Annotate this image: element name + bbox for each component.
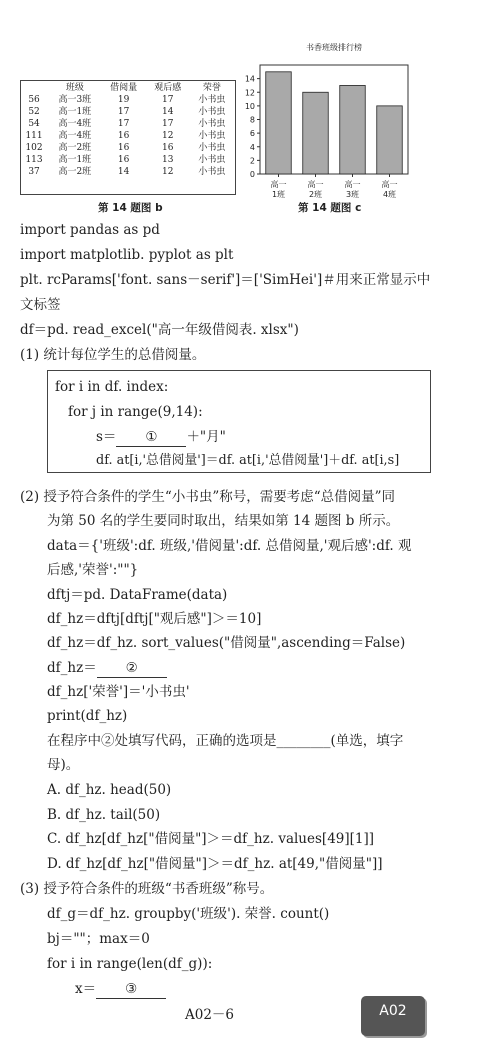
table-cell: 高一2班 bbox=[58, 143, 92, 153]
ask-line-1: 在程序中②处填写代码，正确的选项是________(单选，填字 bbox=[47, 733, 404, 749]
x-tick-label: 3班 bbox=[345, 190, 360, 199]
x-tick-label: 4班 bbox=[382, 190, 397, 199]
code-sort: df_hz＝df_hz. sort_values("借阅量",ascending＝False) bbox=[47, 635, 406, 651]
table-cell: 16 bbox=[117, 155, 130, 165]
table-cell: 小书虫 bbox=[198, 143, 226, 153]
bar-chart bbox=[236, 40, 416, 210]
x-tick-label: 高一 bbox=[307, 180, 324, 189]
table-cell: 12 bbox=[162, 167, 174, 177]
table-cell: 17 bbox=[117, 119, 130, 129]
figure-b-caption: 第 14 题图 b bbox=[98, 202, 163, 214]
table-cell: 113 bbox=[25, 155, 43, 165]
table-row bbox=[20, 94, 234, 106]
table-cell: 小书虫 bbox=[198, 131, 226, 141]
blank-1: ① bbox=[116, 428, 186, 447]
code-hz-pre: df_hz＝ bbox=[47, 660, 97, 676]
table-cell: 52 bbox=[28, 107, 40, 117]
table-cell: 16 bbox=[162, 143, 174, 153]
table-cell: 19 bbox=[117, 95, 130, 105]
option-c: C. df_hz[df_hz["借阅量"]＞＝df_hz. values[49][1]] bbox=[47, 831, 375, 847]
table-cell: 小书虫 bbox=[198, 155, 226, 165]
code-hz-line bbox=[47, 659, 167, 678]
table-cell: 102 bbox=[25, 143, 43, 153]
table-cell: 16 bbox=[117, 143, 130, 153]
blank-3: ③ bbox=[96, 980, 166, 999]
option-d: D. df_hz[df_hz["借阅量"]＞＝df_hz. at[49,"借阅量"]] bbox=[47, 856, 383, 872]
code-print: print(df_hz) bbox=[47, 708, 128, 724]
code-honor: df_hz['荣誉']＝'小书虫' bbox=[47, 684, 190, 700]
table-cell: 小书虫 bbox=[198, 167, 226, 177]
table-row bbox=[20, 142, 234, 154]
code-read-excel: df＝pd. read_excel("高一年级借阅表. xlsx") bbox=[20, 322, 299, 338]
table-cell: 111 bbox=[25, 131, 43, 141]
page-tag: A02 bbox=[361, 996, 425, 1036]
table-cell: 小书虫 bbox=[198, 107, 226, 117]
table-cell: 17 bbox=[162, 119, 174, 129]
code-rcparams: plt. rcParams['font. sans－serif']＝['SimHei']＃用来正常显示中 bbox=[20, 272, 431, 288]
table-row bbox=[20, 106, 234, 118]
bar bbox=[377, 106, 403, 174]
code-x-line bbox=[75, 980, 166, 999]
y-tick-label: 6 bbox=[249, 129, 255, 139]
x-tick-label: 高一 bbox=[270, 180, 287, 189]
code-s-line bbox=[96, 428, 226, 447]
code-for-j: for j in range(9,14): bbox=[68, 404, 203, 420]
table-cell: 小书虫 bbox=[198, 119, 226, 129]
question-2-line-1: (2) 授予符合条件的学生“小书虫”称号，需要考虑“总借阅量”同 bbox=[20, 489, 396, 505]
table-header-cell: 借阅量 bbox=[110, 83, 138, 93]
table-cell: 高一2班 bbox=[58, 167, 92, 177]
table-cell: 12 bbox=[162, 131, 174, 141]
code-loop: for i in range(len(df_g)): bbox=[47, 956, 213, 972]
y-tick-label: 0 bbox=[249, 170, 255, 179]
table-header-cell: 荣誉 bbox=[202, 83, 221, 93]
code-rcparams-cont: 文标签 bbox=[20, 297, 61, 313]
table-cell: 37 bbox=[28, 167, 40, 177]
x-tick-label: 1班 bbox=[271, 190, 286, 199]
table-cell: 高一4班 bbox=[58, 119, 92, 129]
table-cell: 14 bbox=[162, 107, 174, 117]
x-tick-label: 2班 bbox=[308, 190, 323, 199]
table-row bbox=[20, 118, 234, 130]
bar bbox=[266, 72, 292, 174]
table-row bbox=[20, 166, 234, 178]
table-cell: 16 bbox=[117, 131, 130, 141]
table-cell: 14 bbox=[117, 167, 130, 177]
code-import-plt: import matplotlib. pyplot as plt bbox=[20, 247, 234, 263]
table-cell: 高一1班 bbox=[58, 107, 92, 117]
table-header-cell: 班级 bbox=[65, 83, 84, 93]
code-x-pre: x＝ bbox=[75, 981, 97, 997]
table-header-cell bbox=[20, 82, 48, 94]
code-for-i: for i in df. index: bbox=[55, 379, 169, 395]
x-tick-label: 高一 bbox=[344, 180, 361, 189]
y-tick-label: 4 bbox=[249, 142, 255, 152]
y-tick-label: 14 bbox=[244, 74, 255, 84]
code-dftj: dftj＝pd. DataFrame(data) bbox=[47, 587, 228, 603]
blank-2: ② bbox=[97, 659, 167, 678]
code-data-2: 后感,'荣誉':""} bbox=[47, 562, 139, 578]
y-tick-label: 2 bbox=[249, 156, 255, 166]
chart-title: 书香班级排行榜 bbox=[306, 43, 362, 52]
table-cell: 56 bbox=[28, 95, 40, 105]
option-b: B. df_hz. tail(50) bbox=[47, 807, 161, 823]
code-s-pre: s＝ bbox=[96, 429, 117, 445]
bar bbox=[303, 92, 329, 174]
table-header-cell: 观后感 bbox=[154, 83, 182, 93]
table-cell: 高一3班 bbox=[58, 95, 92, 105]
code-filter: df_hz＝dftj[dftj["观后感"]＞＝10] bbox=[47, 611, 262, 627]
code-s-post: ＋"月" bbox=[186, 429, 226, 445]
table-cell: 高一4班 bbox=[58, 131, 92, 141]
table-row bbox=[20, 130, 234, 142]
x-tick-label: 高一 bbox=[381, 180, 398, 189]
table-cell: 17 bbox=[162, 95, 174, 105]
y-tick-label: 8 bbox=[249, 115, 255, 125]
table-cell: 高一1班 bbox=[58, 155, 92, 165]
code-data-1: data＝{'班级':df. 班级,'借阅量':df. 总借阅量,'观后感':df. 观 bbox=[47, 538, 412, 554]
figure-c-caption: 第 14 题图 c bbox=[298, 202, 362, 214]
code-import-pandas: import pandas as pd bbox=[20, 222, 160, 238]
table-cell: 13 bbox=[162, 155, 174, 165]
page-number: A02－6 bbox=[185, 1007, 235, 1023]
table-cell: 17 bbox=[117, 107, 130, 117]
y-tick-label: 12 bbox=[244, 88, 255, 98]
figure-b-table bbox=[20, 82, 234, 178]
table-row bbox=[20, 154, 234, 166]
table-cell: 54 bbox=[28, 119, 40, 129]
table-cell: 小书虫 bbox=[198, 95, 226, 105]
code-groupby: df_g＝df_hz. groupby('班级'). 荣誉. count() bbox=[47, 906, 330, 922]
question-2-line-2: 为第 50 名的学生要同时取出，结果如第 14 题图 b 所示。 bbox=[47, 513, 400, 529]
y-tick-label: 10 bbox=[244, 101, 255, 111]
option-a: A. df_hz. head(50) bbox=[47, 782, 172, 798]
question-1: (1) 统计每位学生的总借阅量。 bbox=[20, 347, 206, 363]
bar bbox=[340, 85, 366, 174]
code-bj: bj＝""；max＝0 bbox=[47, 931, 150, 947]
code-df-at: df. at[i,'总借阅量']＝df. at[i,'总借阅量']＋df. at[i,s] bbox=[96, 453, 400, 468]
question-3: (3) 授予符合条件的班级“书香班级”称号。 bbox=[20, 881, 274, 897]
ask-line-2: 母)。 bbox=[47, 757, 80, 773]
